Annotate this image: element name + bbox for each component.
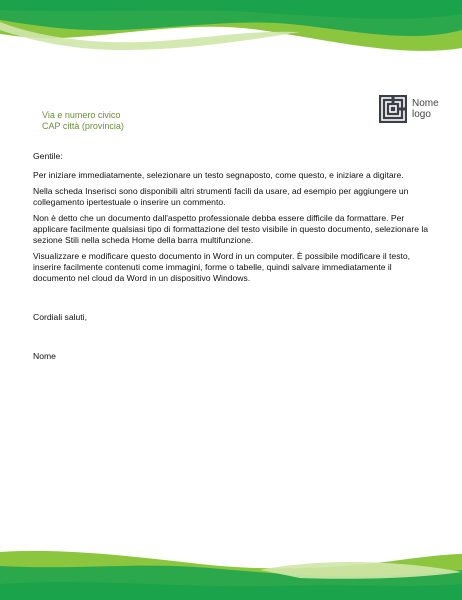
letter-paragraph-2: Nella scheda Inserisci sono disponibili altri strumenti facili da usare, ad esempio per aggiungere un collegamento ipertestuale o inserire un commento. [33,186,409,207]
letter-greeting: Gentile: [33,151,63,161]
logo-text [412,98,452,120]
address-city: CAP città (provincia) [42,121,124,131]
address-street: Via e numero civico [42,110,121,120]
letter-paragraph-3: Non è detto che un documento dall'aspetto professionale debba essere difficile da formattare. Per applicare facilmente qualsiasi tipo di formattazione del testo visibile in questo documento, selezionare la sezione Stili nella scheda Home della barra multifunzione. [33,213,429,245]
letter-paragraph-1: Per iniziare immediatamente, selezionare un testo segnaposto, come questo, e iniziare a digitare. [33,170,404,180]
company-logo [379,95,452,123]
letter-signature: Nome [33,351,56,361]
logo-text-line2: logo [412,109,431,120]
sender-address [42,110,124,132]
footer-wave-decoration [0,548,462,600]
square-maze-logo-icon [379,95,407,123]
letter-paragraph-4: Visualizzare e modificare questo documento in Word in un computer. È possibile modificare il testo, inserire facilmente contenuti come immagini, forme o tabelle, quindi salvare immediatamente il documento nel cloud da Word in un dispositivo Windows. [33,251,411,283]
logo-text-line1: Nome [412,98,439,109]
letter-closing: Cordiali saluti, [33,312,87,322]
header-wave-decoration [0,0,462,60]
letter-body [33,151,433,367]
